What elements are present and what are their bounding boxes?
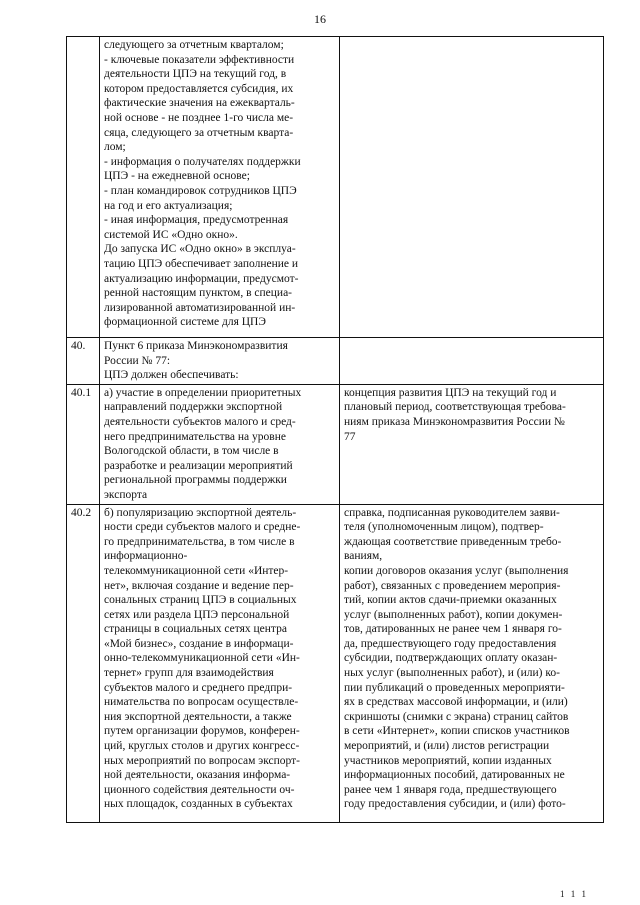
item-number-cell <box>67 504 100 822</box>
page-number: 16 <box>314 12 326 26</box>
requirement-text-line: деятельности ЦПЭ на текущий год, в <box>104 68 287 81</box>
requirement-text-line: ной деятельности, оказания информа- <box>104 769 291 782</box>
requirement-text-line: ционного содействия деятельности оч- <box>104 783 295 796</box>
requirement-text-line: - ключевые показатели эффективности <box>104 53 295 66</box>
requirement-cell <box>100 504 340 822</box>
requirement-cell <box>100 338 340 385</box>
requirement-text-line: деятельности субъектов малого и сред- <box>104 415 296 428</box>
requirement-text-line: путем организации форумов, конферен- <box>104 725 300 738</box>
item-number: 40.1 <box>71 386 92 399</box>
item-number-cell <box>67 384 100 504</box>
requirement-text-line: нет», включая создание и ведение пер- <box>104 579 294 592</box>
requirement-text-line: котором предоставляется субсидия, их <box>104 82 294 95</box>
requirement-text-line: «Мой бизнес», создание в информаци- <box>104 637 294 650</box>
table-row <box>67 37 604 338</box>
document-text-line: концепция развития ЦПЭ на текущий год и <box>344 386 557 399</box>
requirement-text-line: го предпринимательства, в том числе в <box>104 535 295 548</box>
document-text-line: плановый период, соответствующая требова- <box>344 401 566 414</box>
document-text-line: тов, датированных не ранее чем 1 января го- <box>344 623 562 636</box>
document-text-line: услуг (выполненных работ), копии докумен- <box>344 608 563 621</box>
requirement-text-line: лом; <box>104 141 126 154</box>
requirement-text-line: направлений поддержки экспортной <box>104 401 283 414</box>
requirement-text-line: ных площадок, созданных в субъектах <box>104 798 293 811</box>
requirement-text-line: онно-телекоммуникационной сети «Ин- <box>104 652 300 665</box>
document-text-line: мероприятий, и (или) листов регистрации <box>344 740 550 753</box>
requirement-text-line: ности среди субъектов малого и средне- <box>104 521 301 534</box>
document-cell <box>340 384 604 504</box>
document-text-line: ранее чем 1 января года, предшествующего <box>344 783 557 796</box>
document-text-line: 77 <box>344 430 356 443</box>
document-cell <box>340 504 604 822</box>
document-text-line: ждающая соответствие приведенным требо- <box>344 535 562 548</box>
requirement-text-line: Вологодской области, в том числе в <box>104 445 279 458</box>
corner-mark: 1 1 1 <box>560 889 588 899</box>
requirement-text-line: ной основе - не позднее 1-го числа ме- <box>104 111 294 124</box>
requirement-text-line: экспорта <box>104 488 148 501</box>
document-text-line: ваниям, <box>344 550 383 563</box>
requirement-text-line: него предпринимательства на уровне <box>104 430 286 443</box>
document-text-line: справка, подписанная руководителем заяви- <box>344 506 560 519</box>
requirement-text-line: фактические значения на ежекварталь- <box>104 97 295 110</box>
requirement-text-line: актуализацию информации, предусмот- <box>104 272 299 285</box>
requirement-text-line: формационной системе для ЦПЭ <box>104 316 266 329</box>
document-text-line: субсидии, подтверждающих оплату оказан- <box>344 652 558 665</box>
item-number: 40.2 <box>71 506 92 519</box>
requirement-text-line: а) участие в определении приоритетных <box>104 386 302 399</box>
requirement-text-line: Пункт 6 приказа Минэкономразвития <box>104 340 288 352</box>
document-text-line: ях в средствах массовой информации, и (или) <box>344 696 568 709</box>
document-text-line: скриншоты (снимки с экрана) страниц сайтов <box>344 710 569 723</box>
requirement-text-line: информационно- <box>104 550 188 563</box>
requirement-cell <box>100 37 340 338</box>
requirement-text-line: нимательства по вопросам осуществле- <box>104 696 299 709</box>
item-number: 40. <box>71 340 86 352</box>
requirement-text-line: ций, круглых столов и других конгресс- <box>104 740 300 753</box>
document-text-line: копии договоров оказания услуг (выполнения <box>344 564 569 577</box>
requirement-text-line: страницы в социальных сетях центра <box>104 623 287 636</box>
requirement-text-line: разработке и реализации мероприятий <box>104 459 293 472</box>
document-text-line: ниям приказа Минэкономразвития России № <box>344 415 565 428</box>
requirement-text-line: региональной программы поддержки <box>104 474 287 487</box>
table-row <box>67 504 604 822</box>
requirement-text-line: ЦПЭ - на ежедневной основе; <box>104 170 250 183</box>
requirement-text-line: - иная информация, предусмотренная <box>104 214 289 227</box>
item-number-cell <box>67 338 100 385</box>
document-text-line: да, предшествующего году предоставления <box>344 637 557 650</box>
requirement-text-line: на год и его актуализация; <box>104 199 233 212</box>
document-text-line: работ), связанных с проведением мероприя- <box>344 579 561 592</box>
document-text-line: в сети «Интернет», копии списков участников <box>344 725 570 738</box>
requirement-cell <box>100 384 340 504</box>
document-cell <box>340 37 604 338</box>
requirement-text-line: субъектов малого и среднего предпри- <box>104 681 293 694</box>
document-text-line: ных услуг (выполненных работ), и (или) ко- <box>344 667 560 680</box>
document-text-line: году предоставления субсидии, и (или) фото- <box>344 798 566 811</box>
requirement-text-line: До запуска ИС «Одно окно» в эксплуа- <box>104 243 296 256</box>
requirement-text-line: телекоммуникационной сети «Интер- <box>104 564 289 577</box>
item-number-cell <box>67 37 100 338</box>
requirement-text-line: ния экспортной деятельности, а также <box>104 710 292 723</box>
document-text-line: пии публикаций о проведенных мероприяти- <box>344 681 565 694</box>
document-text-line: информационных пособий, датированных не <box>344 769 565 782</box>
requirement-text-line: ных мероприятий по вопросам экспорт- <box>104 754 300 767</box>
requirement-text-line: - план командировок сотрудников ЦПЭ <box>104 184 297 197</box>
document-text-line: теля (уполномоченным лицом), подтвер- <box>344 521 544 534</box>
document-cell <box>340 338 604 385</box>
document-text-line: тий, копии актов сдачи-приемки оказанных <box>344 594 557 607</box>
requirement-text-line: России № 77: <box>104 354 171 367</box>
requirement-text-line: тацию ЦПЭ обеспечивает заполнение и <box>104 257 299 270</box>
requirement-text-line: б) популяризацию экспортной деятель- <box>104 506 297 519</box>
document-text-line: участников мероприятий, копии изданных <box>344 754 552 767</box>
requirement-text-line: тернет» групп для взаимодействия <box>104 667 274 680</box>
requirement-text-line: сональных страниц ЦПЭ в социальных <box>104 594 297 607</box>
requirement-text-line: сетях или раздела ЦПЭ персональной <box>104 608 290 621</box>
requirement-text-line: - информация о получателях поддержки <box>104 155 301 168</box>
requirement-text-line: ренной настоящим пунктом, в специа- <box>104 287 292 300</box>
requirement-text-line: лизированной автоматизированной ин- <box>104 301 296 314</box>
requirements-table <box>66 36 604 823</box>
table-row <box>67 338 604 385</box>
requirement-text-line: следующего за отчетным кварталом; <box>104 39 284 51</box>
requirement-text-line: ЦПЭ должен обеспечивать: <box>104 369 239 382</box>
requirement-text-line: системой ИС «Одно окно». <box>104 228 238 241</box>
requirement-text-line: сяца, следующего за отчетным кварта- <box>104 126 294 139</box>
table-row <box>67 384 604 504</box>
